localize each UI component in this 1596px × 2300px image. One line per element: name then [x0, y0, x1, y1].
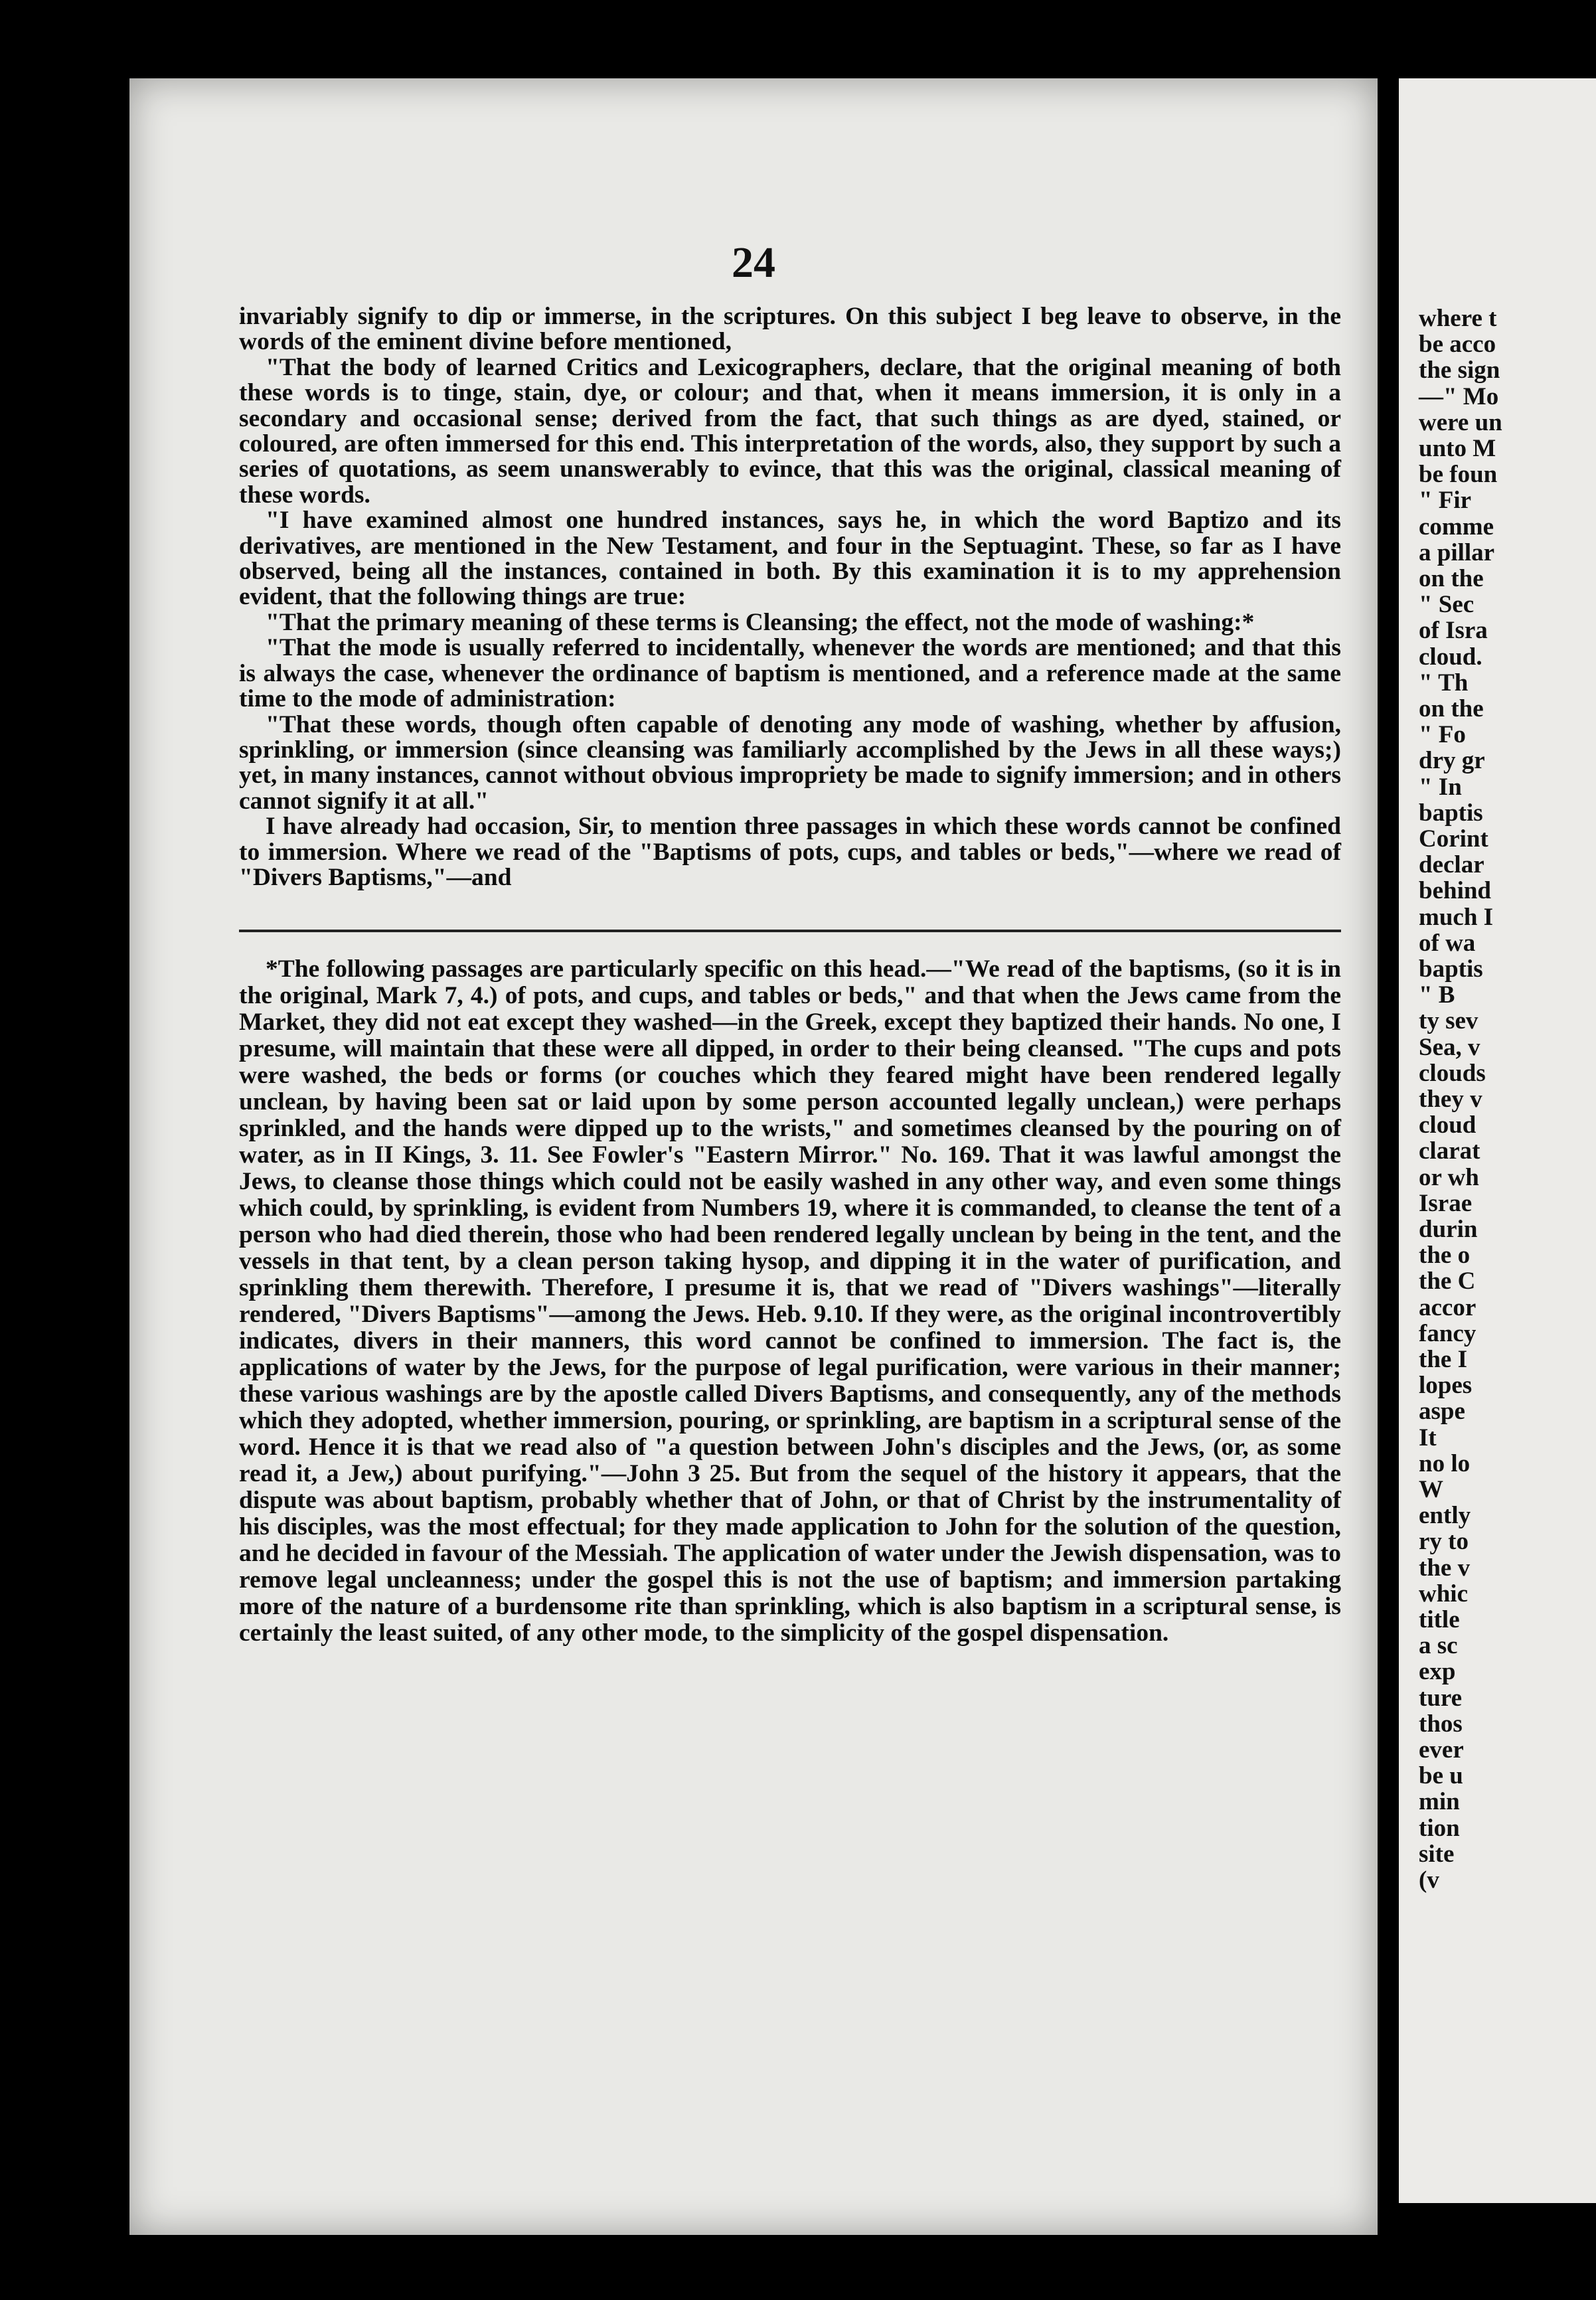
- fragment-line: they v: [1419, 1086, 1482, 1113]
- fragment-line: Corint: [1419, 825, 1488, 853]
- fragment-line: the C: [1419, 1268, 1476, 1295]
- fragment-line: on the: [1419, 565, 1484, 592]
- fragment-line: —" Mo: [1419, 382, 1499, 410]
- fragment-line: " In: [1419, 773, 1462, 801]
- fragment-line: where t: [1419, 305, 1497, 332]
- fragment-line: the o: [1419, 1242, 1471, 1270]
- fragment-line: comme: [1419, 513, 1494, 540]
- fragment-line: on the: [1419, 695, 1484, 722]
- fragment-line: tion: [1419, 1814, 1460, 1842]
- fragment-line: behind: [1419, 877, 1492, 905]
- fragment-line: cloud: [1419, 1111, 1476, 1139]
- main-paragraph: "I have examined almost one hundred instances, says he, in which the word Baptizo and its derivatives, are mentioned in the New Testament, and four in the Septuagint. These, so far as I have observed, being all the instances, contained in both. By this examination it is to my apprehension evident, that the following things are true:: [239, 507, 1341, 611]
- fragment-line: or wh: [1419, 1163, 1479, 1191]
- fragment-line: a sc: [1419, 1632, 1458, 1660]
- fragment-line: " Fo: [1419, 721, 1466, 749]
- fragment-line: whic: [1419, 1580, 1468, 1607]
- fragment-line: the sign: [1419, 357, 1500, 384]
- fragment-line: clouds: [1419, 1059, 1486, 1087]
- fragment-line: of wa: [1419, 929, 1476, 957]
- fragment-line: declar: [1419, 851, 1484, 879]
- main-paragraph: "That the mode is usually referred to incidentally, whenever the words are mentioned; and that this is always the case, whenever the ordinance of baptism is mentioned, and a reference made at the same time to the mode of administration:: [239, 634, 1341, 713]
- fragment-line: be acco: [1419, 331, 1496, 359]
- fragment-line: durin: [1419, 1216, 1478, 1243]
- fragment-line: " Fir: [1419, 487, 1472, 515]
- fragment-line: of Isra: [1419, 617, 1488, 645]
- fragment-line: the I: [1419, 1346, 1467, 1373]
- fragment-line: site: [1419, 1840, 1455, 1868]
- fragment-line: min: [1419, 1788, 1460, 1816]
- fragment-line: much I: [1419, 903, 1494, 931]
- fragment-line: unto M: [1419, 435, 1496, 462]
- fragment-line: exp: [1419, 1658, 1456, 1686]
- fragment-line: clarat: [1419, 1137, 1480, 1165]
- page-number: 24: [732, 238, 775, 287]
- fragment-line: baptis: [1419, 955, 1483, 983]
- book-gutter: [1378, 66, 1399, 2258]
- fragment-line: Sea, v: [1419, 1033, 1480, 1061]
- fragment-line: fancy: [1419, 1319, 1476, 1347]
- fragment-line: accor: [1419, 1293, 1476, 1321]
- fragment-line: " B: [1419, 981, 1455, 1009]
- fragment-line: ently: [1419, 1502, 1471, 1530]
- fragment-line: be foun: [1419, 461, 1498, 489]
- fragment-line: dry gr: [1419, 747, 1485, 775]
- fragment-line: (v: [1419, 1866, 1439, 1894]
- fragment-line: W: [1419, 1476, 1443, 1503]
- fragment-line: cloud.: [1419, 643, 1482, 671]
- fragment-line: ry to: [1419, 1528, 1469, 1556]
- footnote-divider: [239, 930, 1341, 932]
- fragment-line: title: [1419, 1606, 1460, 1633]
- book-page: [129, 78, 1378, 2235]
- main-paragraph: "That these words, though often capable of denoting any mode of washing, whether by affusion, sprinkling, or immersion (since cleansing was familiarly accomplished by the Jews in all these ways;) yet, in many instances, cannot without obvious impropriety be made to signify immersion; and in others cannot signify it at all.": [239, 710, 1341, 815]
- fragment-line: ty sev: [1419, 1007, 1478, 1035]
- fragment-line: no lo: [1419, 1449, 1471, 1477]
- fragment-line: ture: [1419, 1684, 1463, 1712]
- fragment-line: be u: [1419, 1762, 1463, 1790]
- main-paragraph: invariably signify to dip or immerse, in the scriptures. On this subject I beg leave to observe, in the words of the eminent divine before mentioned,: [239, 303, 1341, 356]
- main-paragraph: "That the primary meaning of these terms is Cleansing; the effect, not the mode of washing:*: [266, 608, 1255, 636]
- main-paragraph: I have already had occasion, Sir, to mention three passages in which these words cannot be confined to immersion. Where we read of the "Baptisms of pots, cups, and tables or beds,"—where we read of "Divers Baptisms,"—and: [239, 813, 1341, 891]
- fragment-line: It: [1419, 1424, 1437, 1451]
- fragment-line: a pillar: [1419, 538, 1495, 566]
- fragment-line: aspe: [1419, 1398, 1465, 1426]
- fragment-line: Israe: [1419, 1189, 1473, 1217]
- fragment-line: lopes: [1419, 1372, 1473, 1400]
- main-paragraph: "That the body of learned Critics and Lexicographers, declare, that the original meaning of both these words is to tinge, stain, dye, or colour; and that, when it means immersion, it is only in a secondary and occasional sense; derived from the fact, that such things as are dyed, stained, or coloured, are often immersed for this end. This interpretation of the words, also, they support by such a series of quotations, as seem unanswerably to evince, that this was the original, classical meaning of these words.: [239, 353, 1341, 509]
- footnote-text: *The following passages are particularly specific on this head.—"We read of the baptisms, (so it is in the original, Mark 7, 4.) of pots, and cups, and tables or beds," and that when the Jews came from the Market, they did not eat except they washed—in the Greek, except they baptized their hands. No one, I presume, will maintain that these were all dipped, in order to their being cleansed. "The cups and pots were washed, the beds or forms (or couches which they feared might have been rendered legally unclean, by having been sat or laid upon by some person accounted legally unclean,) were perhaps sprinkled, and the hands were dipped up to the wrists," and sometimes cleansed by the pouring on of water, as in II Kings, 3. 11. See Fowler's "Eastern Mirror." No. 169. That it was lawful amongst the Jews, to cleanse those things which could not be easily washed in any other way, and even some things which could, by sprinkling, is evident from Numbers 19, where it is commanded, to cleanse the tent of a person who had died therein, those who had been rendered legally unclean by being in the tent, and the vessels in that tent, by a clean person taking hysop, and dipping it in the water of purification, and sprinkling them therewith. Therefore, I presume it is, that we read of "Divers washings"—literally rendered, "Divers Baptisms"—among the Jews. Heb. 9.10. If they were, as the original incontrovertibly indicates, divers in their manners, this word cannot be confined to immersion. The fact is, the applications of water by the Jews, for the purpose of legal purification, were various in their manner; these various washings are by the apostle called Divers Baptisms, and consequently, any of the methods which they adopted, whether immersion, pouring, or sprinkling, are baptism in a scriptural sense of the word. Hence it is that we read also of "a question between John's disciples and the Jews, (or, as some read it, a Jew,) about purifying."—John 3 25. But from the sequel of the history it appears, that the dispute was about baptism, probably whether that of John, or that of Christ by the instrumentality of his disciples, was the most effectual; for they made application to John for the solution of the question, and he decided in favour of the Messiah. The application of water under the Jewish dispensation, was to remove legal uncleanness; under the gospel this is not the use of baptism; and immersion partaking more of the nature of a burdensome rite than sprinkling, which is also baptism in a scriptural sense, is certainly the least suited, of any other mode, to the simplicity of the gospel dispensation.: [239, 955, 1341, 1647]
- fragment-line: thos: [1419, 1710, 1463, 1738]
- fragment-line: ever: [1419, 1736, 1464, 1764]
- adjacent-page-fragment: [1399, 78, 1596, 2203]
- fragment-line: the v: [1419, 1554, 1471, 1582]
- main-text: [239, 304, 1341, 890]
- footnote: [239, 956, 1341, 1647]
- fragment-line: baptis: [1419, 799, 1483, 827]
- fragment-line: " Th: [1419, 669, 1469, 697]
- fragment-line: " Sec: [1419, 591, 1475, 619]
- fragment-line: were un: [1419, 408, 1502, 436]
